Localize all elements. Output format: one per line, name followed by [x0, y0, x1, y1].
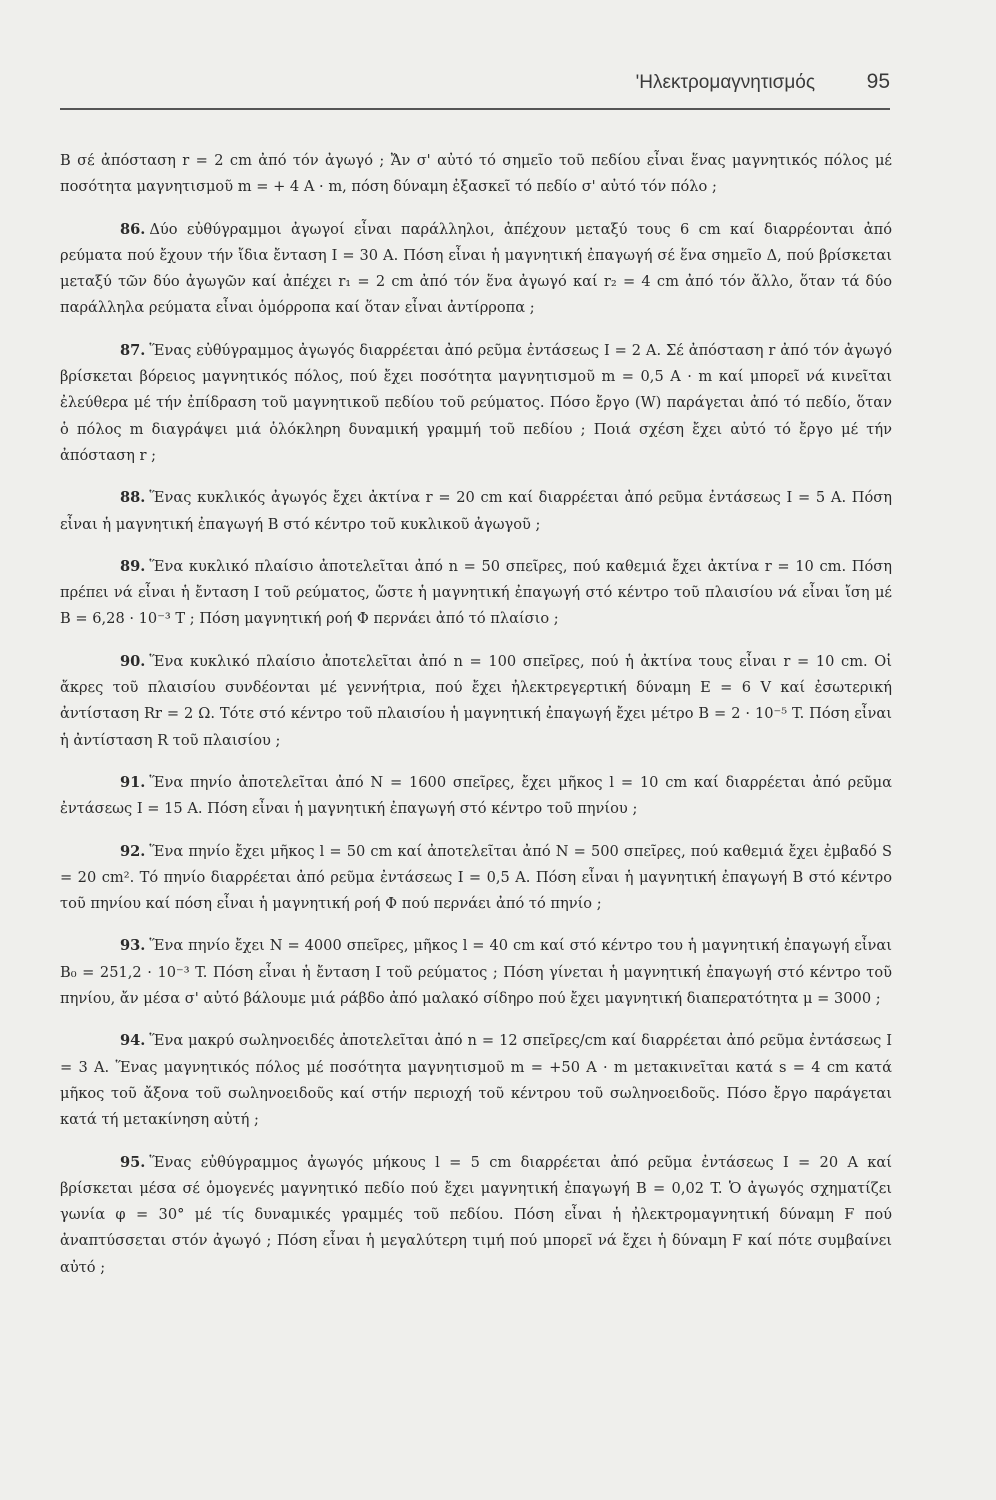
problem-number: 94.: [120, 1032, 146, 1050]
problem-text: Δύο εὐθύγραμμοι ἀγωγοί εἶναι παράλληλοι, ἀπέχουν μεταξύ τους 6 cm καί διαρρέονται ἀπό ρεύματα πού ἔχουν τήν ἴδια ἔνταση I = 30 A. Πόση εἶναι ἡ μαγνητική ἐπαγωγή σέ ἕνα σημεῖο Δ, πού βρίσκεται μεταξύ τῶν δύο ἀγωγῶν καί ἀπέχει r₁ = 2 cm ἀπό τόν ἕνα ἀγωγό καί r₂ = 4 cm ἀπό τόν ἄλλο, ὅταν τά δύο παράλληλα ρεύματα εἶναι ὁμόρροπα καί ὅταν εἶναι ἀντίρροπα ;: [60, 220, 892, 317]
problem-number: 91.: [120, 773, 146, 791]
problem-88: [60, 485, 892, 538]
continuation-paragraph: B σέ ἀπόσταση r = 2 cm ἀπό τόν ἀγωγό ; Ἄν σ' αὐτό τό σημεῖο τοῦ πεδίου εἶναι ἕνας μαγνητικός πόλος μέ ποσότητα μαγνητισμοῦ m = + 4 A · m, πόση δύναμη ἐξασκεῖ τό πεδίο σ' αὐτό τόν πόλο ;: [60, 152, 892, 196]
problem-92: [60, 839, 892, 918]
problem-text: Ἕνα πηνίο ἀποτελεῖται ἀπό N = 1600 σπεῖρες, ἔχει μῆκος l = 10 cm καί διαρρέεται ἀπό ρεῦμα ἐντάσεως I = 15 A. Πόση εἶναι ἡ μαγνητική ἐπαγωγή στό κέντρο τοῦ πηνίου ;: [60, 773, 892, 818]
problem-number: 88.: [120, 489, 146, 507]
problem-86: [60, 217, 892, 322]
problem-text: Ἕνα μακρύ σωληνοειδές ἀποτελεῖται ἀπό n = 12 σπεῖρες/cm καί διαρρέεται ἀπό ρεῦμα ἐντάσεως I = 3 A. Ἕνας μαγνητικός πόλος μέ ποσότητα μαγνητισμοῦ m = +50 A · m μετακινεῖται κατά s = 4 cm κατά μῆκος τοῦ ἄξονα τοῦ σωληνοειδοῦς καί στήν περιοχή τοῦ κέντρου τοῦ σωληνοειδοῦς. Πόσο ἔργο παράγεται κατά τή μετακίνηση αὐτή ;: [60, 1032, 892, 1129]
problem-94: [60, 1028, 892, 1133]
problem-text: Ἕνα πηνίο ἔχει μῆκος l = 50 cm καί ἀποτελεῖται ἀπό N = 500 σπεῖρες, πού καθεμιά ἔχει ἐμβαδό S = 20 cm². Τό πηνίο διαρρέεται ἀπό ρεῦμα ἐντάσεως I = 0,5 A. Πόση εἶναι ἡ μαγνητική ἐπαγωγή B στό κέντρο τοῦ πηνίου καί πόση εἶναι ἡ μαγνητική ροή Φ πού περνάει ἀπό τό πηνίο ;: [60, 842, 892, 913]
page-header: [60, 68, 890, 104]
problem-text: Ἕνας εὐθύγραμμος ἀγωγός διαρρέεται ἀπό ρεῦμα ἐντάσεως I = 2 A. Σέ ἀπόσταση r ἀπό τόν ἀγωγό βρίσκεται βόρειος μαγνητικός πόλος, πού ἔχει ποσότητα μαγνητισμοῦ m = 0,5 A · m καί μπορεῖ νά κινεῖται ἐλεύθερα μέ τήν ἐπίδραση τοῦ μαγνητικοῦ πεδίου τοῦ ρεύματος. Πόσο ἔργο (W) παράγεται ἀπό τό πεδίο, ὅταν ὁ πόλος m διαγράψει μιά ὁλόκληρη δυναμική γραμμή τοῦ πεδίου ; Ποιά σχέση ἔχει αὐτό τό ἔργο μέ τήν ἀπόσταση r ;: [60, 341, 892, 464]
problem-number: 87.: [120, 341, 146, 359]
problem-text: Ἕνας εὐθύγραμμος ἀγωγός μήκους l = 5 cm διαρρέεται ἀπό ρεῦμα ἐντάσεως I = 20 A καί βρίσκεται μέσα σέ ὁμογενές μαγνητικό πεδίο πού ἔχει μαγνητική ἐπαγωγή B = 0,02 T. Ὁ ἀγωγός σχηματίζει γωνία φ = 30° μέ τίς δυναμικές γραμμές τοῦ πεδίου. Πόση εἶναι ἡ ἠλεκτρομαγνητική δύναμη F πού ἀναπτύσσεται στόν ἀγωγό ; Πόση εἶναι ἡ μεγαλύτερη τιμή πού μπορεῖ νά ἔχει ἡ δύναμη F καί πότε συμβαίνει αὐτό ;: [60, 1153, 892, 1276]
problem-text: Ἕνα πηνίο ἔχει N = 4000 σπεῖρες, μῆκος l = 40 cm καί στό κέντρο του ἡ μαγνητική ἐπαγωγή εἶναι B₀ = 251,2 · 10⁻³ T. Πόση εἶναι ἡ ἔνταση I τοῦ ρεύματος ; Πόση γίνεται ἡ μαγνητική ἐπαγωγή στό κέντρο τοῦ πηνίου, ἄν μέσα σ' αὐτό βάλουμε μιά ράβδο ἀπό μαλακό σίδηρο πού ἔχει μαγνητική διαπερατότητα μ = 3000 ;: [60, 937, 892, 1008]
problem-text: Ἕνα κυκλικό πλαίσιο ἀποτελεῖται ἀπό n = 100 σπεῖρες, πού ἡ ἀκτίνα τους εἶναι r = 10 cm. Οἱ ἄκρες τοῦ πλαισίου συνδέονται μέ γεννήτρια, πού ἔχει ἠλεκτρεγερτική δύναμη E = 6 V καί ἐσωτερική ἀντίσταση Rr = 2 Ω. Τότε στό κέντρο τοῦ πλαισίου ἡ μαγνητική ἐπαγωγή ἔχει μέτρο B = 2 · 10⁻⁵ T. Πόση εἶναι ἡ ἀντίσταση R τοῦ πλαισίου ;: [60, 652, 892, 749]
problem-91: [60, 770, 892, 823]
problem-number: 89.: [120, 557, 146, 575]
problem-number: 86.: [120, 220, 146, 238]
problem-95: [60, 1150, 892, 1281]
problem-list: [60, 148, 892, 1297]
problem-text: Ἕνας κυκλικός ἀγωγός ἔχει ἀκτίνα r = 20 cm καί διαρρέεται ἀπό ρεῦμα ἐντάσεως I = 5 A. Πόση εἶναι ἡ μαγνητική ἐπαγωγή B στό κέντρο τοῦ κυκλικοῦ ἀγωγοῦ ;: [60, 489, 892, 533]
problem-89: [60, 554, 892, 633]
header-rule: [60, 108, 890, 110]
problem-number: 90.: [120, 652, 146, 670]
problem-90: [60, 649, 892, 754]
problem-93: [60, 933, 892, 1012]
running-title: 'Ηλεκτρομαγνητισμός: [635, 72, 815, 93]
problem-87: [60, 338, 892, 469]
problem-number: 92.: [120, 842, 146, 860]
problem-number: 93.: [120, 937, 146, 955]
page-number: 95: [866, 70, 890, 93]
problem-text: Ἕνα κυκλικό πλαίσιο ἀποτελεῖται ἀπό n = 50 σπεῖρες, πού καθεμιά ἔχει ἀκτίνα r = 10 cm. Πόση πρέπει νά εἶναι ἡ ἔνταση I τοῦ ρεύματος, ὥστε ἡ μαγνητική ἐπαγωγή στό κέντρο τοῦ πλαισίου νά εἶναι ἴση μέ B = 6,28 · 10⁻³ T ; Πόση μαγνητική ροή Φ περνάει ἀπό τό πλαίσιο ;: [60, 557, 892, 628]
problem-number: 95.: [120, 1153, 146, 1171]
